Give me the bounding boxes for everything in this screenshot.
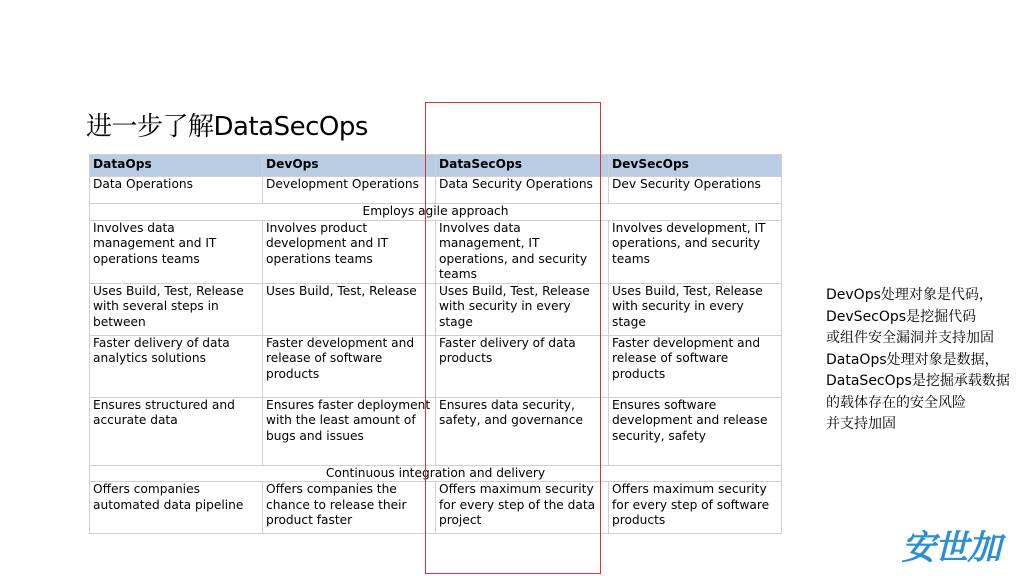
header-devops: DevOps [263,155,436,177]
table-row [90,177,782,204]
header-dataops: DataOps [90,155,263,177]
note-line: DataSecOps是挖掘承载数据 [826,373,1010,389]
note-line: DataOps处理对象是数据， [826,351,999,368]
table-cell: Offers companies automated data pipeline [90,482,263,534]
table-header-row [90,155,782,177]
table-span-cell: Continuous integration and delivery [90,465,782,482]
comparison-table [89,154,782,534]
table-cell: Involves data management, IT operations, and security teams [436,220,609,283]
table-row [90,220,782,283]
table-row [90,283,782,335]
table-cell: Uses Build, Test, Release [263,283,436,335]
table-cell: Offers maximum security for every step of software products [609,482,782,534]
table-cell: Faster development and release of software products [263,335,436,397]
table-cell: Dev Security Operations [609,177,782,204]
header-datasecops: DataSecOps [436,155,609,177]
table-cell: Faster delivery of data analytics solutions [90,335,263,397]
note-line: 或组件安全漏洞并支持加固 [826,330,994,346]
table-cell: Ensures data security, safety, and governance [436,397,609,465]
table-cell: Data Security Operations [436,177,609,204]
side-note [826,285,1010,436]
brand-logo-text: 安世加 [901,528,1001,566]
table-cell: Development Operations [263,177,436,204]
note-line: 并支持加固 [826,416,896,432]
note-line: DevSecOps是挖掘代码 [826,308,977,325]
table-cell: Involves data management and IT operations teams [90,220,263,283]
table-cell: Faster delivery of data products [436,335,609,397]
table-cell: Ensures structured and accurate data [90,397,263,465]
table-span-row [90,204,782,221]
table-span-row [90,465,782,482]
header-devsecops: DevSecOps [609,155,782,177]
page-title: 进一步了解DataSecOps [86,112,368,142]
table-cell: Data Operations [90,177,263,204]
table-cell: Uses Build, Test, Release with security in every stage [436,283,609,335]
table-cell: Uses Build, Test, Release with security in every stage [609,283,782,335]
note-line: 的载体存在的安全风险 [826,394,966,411]
table-row [90,482,782,534]
table-row [90,397,782,465]
table-cell: Offers maximum security for every step of the data project [436,482,609,534]
table-cell: Faster development and release of software products [609,335,782,397]
table-row [90,335,782,397]
brand-logo [892,526,1010,566]
table-cell: Ensures software development and release security, safety [609,397,782,465]
table-cell: Involves product development and IT operations teams [263,220,436,283]
table-cell: Ensures faster deployment with the least amount of bugs and issues [263,397,436,465]
table-cell: Involves development, IT operations, and security teams [609,220,782,283]
table-cell: Offers companies the chance to release their product faster [263,482,436,534]
note-line: DevOps处理对象是代码， [826,287,993,303]
table-cell: Uses Build, Test, Release with several steps in between [90,283,263,335]
table-span-cell: Employs agile approach [90,204,782,221]
